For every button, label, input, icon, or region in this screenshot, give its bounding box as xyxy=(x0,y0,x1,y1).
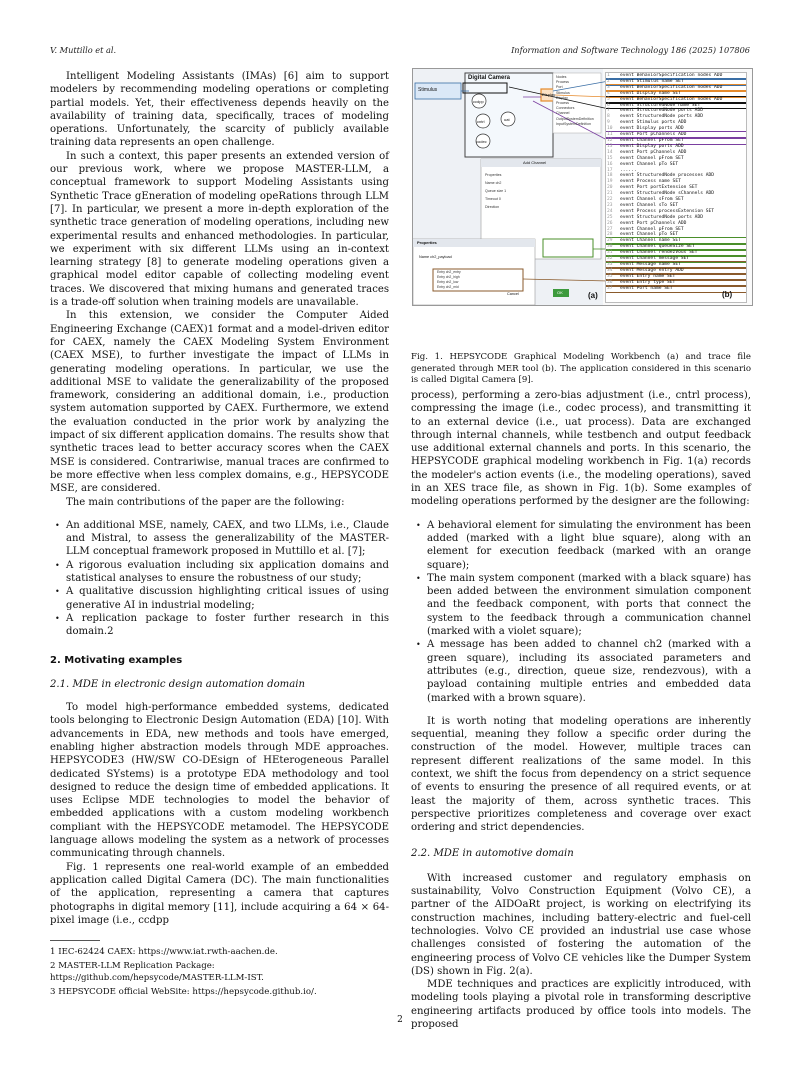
palette-item[interactable]: InputSystemDefinition xyxy=(556,121,591,126)
trace-line: 19 event Process name SET xyxy=(606,179,746,185)
trace-line: 7 event StructuredNode ports ADD xyxy=(606,108,746,114)
subsection-heading: 2.1. MDE in electronic design automation domain xyxy=(50,678,305,690)
cancel-button[interactable]: Cancel xyxy=(507,292,519,296)
trace-line: 34 event Message entry ADD xyxy=(606,268,746,274)
trace-file xyxy=(605,72,747,303)
trace-line: 27 event Channel pFrom SET xyxy=(606,227,746,233)
list-item: • A qualitative discussion highlighting critical issues of using generative AI in industrial modeling; xyxy=(50,585,389,612)
paragraph: In this extension, we consider the Computer Aided Engineering Exchange (CAEX)1 format and a model-driven editor for CAEX, namely the CAEX Modeling System Environment (CAEX MSE), to further investigate the impact of LLMs in generating modeling operations. In particular, we use the additional MSE to validate the generalizability of the proposed framework, considering an additional domain, i.e., production system automation supported by CAEX. Furthermore, we extend the evaluation conducted in the prior work by analyzing the impact of six different application domains. The results show that synthetic traces lead to better accuracy scores when the CAEX MSE is considered. Contrariwise, manual traces are confirmed to be more effective when less complex domains, e.g., HEPSYCODE MSE, are considered. xyxy=(50,310,389,495)
trace-line: 2 event Stimulus name SET xyxy=(606,79,746,85)
palette-item[interactable]: Nodes xyxy=(556,75,567,79)
trace-line: 31 event Channel rendezVous SET xyxy=(606,250,746,256)
entry-item[interactable]: Entry ch2_entry xyxy=(437,270,461,274)
trace-line: 4 event Display name SET xyxy=(606,91,746,97)
list-item: • A replication package to foster further research in this domain.2 xyxy=(50,612,389,639)
ok-button[interactable]: OK xyxy=(557,290,563,295)
trace-line: 29 event Channel name SET xyxy=(606,238,746,244)
footnote[interactable]: 2 MASTER-LLM Replication Package: https://github.com/hepsycode/MASTER-LLM-IST. xyxy=(50,961,264,983)
trace-line: 12 event Channel pFrom SET xyxy=(606,138,746,144)
paragraph: The main contributions of the paper are the following: xyxy=(66,496,345,508)
palette-item[interactable]: Channel xyxy=(556,111,570,116)
trace-line: 37 event Port name SET xyxy=(606,286,746,292)
list-item: • A rigorous evaluation including six application domains and statistical analyses to ensure the robustness of our study; xyxy=(50,559,389,586)
trace-line: 23 event Channel sTo SET xyxy=(606,203,746,209)
process-node: ccdpp xyxy=(473,99,484,104)
properties-title: Properties xyxy=(417,240,437,245)
trace-line: 6 event StructuredNode name SET xyxy=(606,103,746,109)
palette-item[interactable]: Process xyxy=(556,80,569,85)
trace-line: 14 event Port pChannels ADD xyxy=(606,150,746,156)
footnote[interactable]: 3 HEPSYCODE official WebSite: https://hepsycode.github.io/. xyxy=(50,987,317,997)
palette-item[interactable]: Display xyxy=(556,95,568,100)
paragraph: It is worth noting that modeling operations are inherently sequential, meaning they follow a specific order during the construction of the model. However, multiple traces can represent different realizations of the same model. In this context, we shift the focus from dependency on a strict sequence of events to ensuring the presence of all required events, or at least the majority of them, across synthetic traces. This perspective prioritizes completeness and coverage over exact ordering and strict dependencies. xyxy=(411,715,751,834)
palette-item[interactable]: OutputSystemDefinition xyxy=(556,116,594,121)
process-node: codec xyxy=(476,139,487,144)
dialog-field[interactable]: Name ch2 xyxy=(485,181,502,185)
display-node: Display xyxy=(542,92,556,97)
trace-line: 3 event BehaviorSpecification nodes ADD xyxy=(606,85,746,91)
dialog-field[interactable]: Direction xyxy=(485,205,500,209)
right-column xyxy=(411,389,751,1031)
trace-line: 33 event Message name SET xyxy=(606,262,746,268)
diagram-title: Digital Camera xyxy=(468,75,511,81)
paragraph: To model high-performance embedded systems, dedicated tools belonging to Electronic Design Automation (EDA) [10]. With advancements in EDA, new methods and tools have emerged, enabling higher abstraction models through MDE approaches. HEPSYCODE3 (HW/SW CO-DEsign of HEterogeneous Parallel dedicated SYstems) is a prototype EDA methodology and tool designed to reduce the design time of embedded applications. It uses Eclipse MDE technologies to model the behavior of embedded applications with a custom modeling workbench compliant with the HEPSYCODE metamodel. The HEPSYCODE language allows modeling the system as a network of processes communicating through channels. xyxy=(50,702,389,860)
trace-line: 15 event Channel pFrom SET xyxy=(606,156,746,162)
list-item: • A message has been added to channel ch2 (marked with a green square), including its associated parameters and attributes (e.g., direction, queue size, rendezvous), with a payload containing multiple entries and embedded data (marked with a brown square). xyxy=(411,638,751,704)
footnote[interactable]: 1 IEC-62424 CAEX: https://www.iat.rwth-aachen.de. xyxy=(50,947,278,957)
paragraph: process), performing a zero-bias adjustment (i.e., cntrl process), compressing the image (i.e., codec process), and transmitting it to an external device (i.e., uat process). Data are exchanged through internal channels, while testbench and output feedback use additional external channels and ports. In this scenario, the HEPSYCODE graphical modeling workbench in Fig. 1(a) records the modeler's action events (i.e., the modeling operations), saved in an XES trace file, as shown in Fig. 1(b). Some examples of modeling operations performed by the designer are the following: xyxy=(411,390,751,508)
palette-item[interactable]: Connectors xyxy=(556,106,575,111)
paragraph: With increased customer and regulatory emphasis on sustainability, Volvo Construction Equipment (Volvo CE), a partner of the AIDOaRt project, is working on electrifying its construction machines, including battery-electric and fuel-cell technologies. Volvo CE provided an industrial use case whose challenges consisted of fostering the automation of the engineering process of Volvo CE vehicles like the Dumper System (DS) shown in Fig. 2(a). xyxy=(411,872,751,977)
subfigure-label-b: (b) xyxy=(722,290,733,299)
list-item: • An additional MSE, namely, CAEX, and two LLMs, i.e., Claude and Mistral, to assess the generalizability of the MASTER-LLM conceptual framework proposed in Muttillo et al. [7]; xyxy=(50,519,389,559)
entries-list xyxy=(437,270,461,290)
trace-line: 10 event Display ports ADD xyxy=(606,126,746,132)
running-header-authors: V. Muttillo et al. xyxy=(50,45,117,55)
left-column xyxy=(50,70,389,927)
trace-line: 5 event BehaviorSpecification nodes ADD xyxy=(606,97,746,103)
trace-line: 8 event StructuredNode ports ADD xyxy=(606,114,746,120)
trace-line: 16 event Channel pTo SET xyxy=(606,162,746,168)
trace-line: 22 event Channel sFrom SET xyxy=(606,197,746,203)
trace-line: 28 event Channel pTo SET xyxy=(606,232,746,238)
figure-caption: Fig. 1. HEPSYCODE Graphical Modeling Workbench (a) and trace file generated through MER tool (b). The application considered in this scenario is called Digital Camera [9]. xyxy=(411,352,751,385)
stimulus-node: Stimulus xyxy=(418,87,438,93)
entry-item[interactable]: Entry ch2_low xyxy=(437,280,459,284)
trace-line: 13 event Display ports ADD xyxy=(606,144,746,150)
trace-line: 24 event Process processExtension SET xyxy=(606,209,746,215)
trace-line: 9 event Stimulus ports ADD xyxy=(606,120,746,126)
operations-list xyxy=(411,519,751,705)
properties-name: Name ch2_payload xyxy=(419,255,452,259)
dialog-field[interactable]: Queue size 1 xyxy=(485,189,507,193)
palette-item[interactable]: Port xyxy=(556,85,563,90)
footnote-rule xyxy=(50,940,100,941)
trace-line: 26 event Port pChannels ADD xyxy=(606,221,746,227)
subfigure-label-a: (a) xyxy=(588,291,598,300)
process-node: cntrl xyxy=(477,119,485,124)
running-header-journal: Information and Software Technology 186 (2025) 107806 xyxy=(511,45,750,55)
trace-line: 36 event Entry type SET xyxy=(606,280,746,286)
paragraph: In such a context, this paper presents an extended version of our previous work, where we propose MASTER-LLM, a conceptual framework to support Modeling Assistants using Synthetic Trace gEneration of modeling opeRations through LLM [7]. In particular, we present a more in-depth exploration of the synthetic trace generation of modeling operations, including new experimental results and enhanced methodologies. In particular, we experiment with six different LLMs using an in-context learning strategy [8] to generate modeling operations given a graphical model editor capable of collecting modeling event traces. We discovered that mixing humans and generated traces is a trade-off solution when training models are unavailable. xyxy=(50,150,389,309)
paragraph: Intelligent Modeling Assistants (IMAs) [6] aim to support modelers by recommending modeling operations or completing partial models. Yet, their effectiveness depends heavily on the availability of training data, specifically, traces of modeling operations. Unfortunately, the scarcity of publicly available training data represents an open challenge. xyxy=(50,71,389,149)
list-item: • A behavioral element for simulating the environment has been added (marked with a light blue square), along with an element for execution feedback (marked with an orange square); xyxy=(411,519,751,572)
paragraph: Fig. 1 represents one real-world example of an embedded application called Digital Camera (DC). The main functionalities of the application, representing a camera that captures photographs in digital memory [11], include acquiring a 64 × 64-pixel image (i.e., ccdpp xyxy=(50,861,389,926)
palette xyxy=(556,75,594,127)
contributions-list xyxy=(50,519,389,639)
trace-line: 11 event Port pChannels ADD xyxy=(606,132,746,138)
trace-line: 1 event BehaviorSpecification nodes ADD xyxy=(606,73,746,79)
dialog-field[interactable]: Timeout 0 xyxy=(485,197,501,201)
trace-line: 35 event Entry name SET xyxy=(606,274,746,280)
trace-line: 17 ...... xyxy=(606,168,746,174)
trace-line: 25 event StructuredNode ports ADD xyxy=(606,215,746,221)
trace-line: 18 event StructuredNode processes ADD xyxy=(606,173,746,179)
dialog-fields xyxy=(485,171,506,211)
page-number: 2 xyxy=(397,1015,403,1025)
trace-line: 20 event Port portExtension SET xyxy=(606,185,746,191)
process-node: uat xyxy=(504,117,510,122)
dialog-title: Add Channel xyxy=(523,160,547,165)
paragraph: MDE techniques and practices are explicitly introduced, with modeling tools playing a pivotal role in transforming descriptive engineering artifacts produced by office tools into models. The proposed xyxy=(411,979,751,1031)
dialog-field: Properties xyxy=(485,173,502,177)
trace-line: 21 event StructuredNode sChannels ADD xyxy=(606,191,746,197)
palette-item[interactable]: Stimulus xyxy=(556,90,570,95)
trace-line: 32 event Channel message SET xyxy=(606,256,746,262)
section-heading: 2. Motivating examples xyxy=(50,655,183,667)
list-item: • The main system component (marked with a black square) has been added between the environment simulation component and the feedback component, with ports that connect the system to the feedback through a communication channel (marked with a violet square); xyxy=(411,572,751,638)
entry-item[interactable]: Entry ch2_mid xyxy=(437,285,459,289)
subsection-heading: 2.2. MDE in automotive domain xyxy=(411,847,574,859)
trace-line: 30 event Channel queueSize SET xyxy=(606,244,746,250)
entry-item[interactable]: Entry ch2_high xyxy=(437,275,460,279)
palette-item[interactable]: Process xyxy=(556,101,569,106)
